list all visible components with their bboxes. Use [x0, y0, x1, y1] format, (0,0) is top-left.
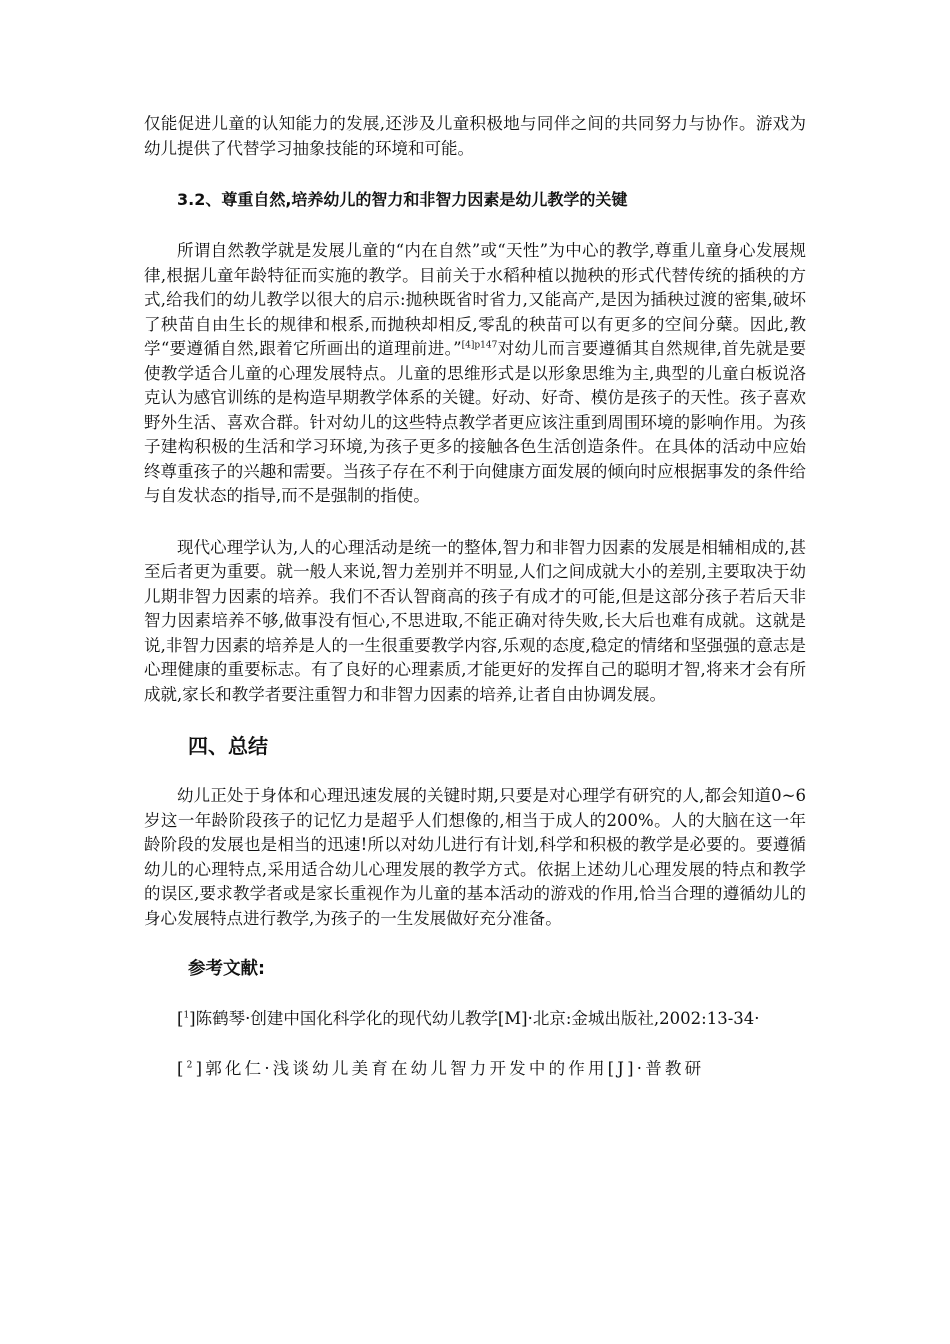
references-heading: 参考文献:: [188, 959, 265, 979]
section-3-2-paragraph-1: [144, 239, 806, 509]
reference-bracket: [: [177, 1009, 184, 1028]
intro-paragraph: 仅能促进儿童的认知能力的发展,还涉及儿童积极地与同伴之间的共同努力与协作。游戏为幼儿提供了代替学习抽象技能的环境和可能。: [144, 114, 806, 158]
reference-text: 陈鹤琴·创建中国化科学化的现代幼儿教学[M]·北京:金城出版社,2002:13-34·: [195, 1009, 760, 1028]
section-4-paragraph: 幼儿正处于身体和心理迅速发展的关键时期,只要是对心理学有研究的人,都会知道0~6岁这一年龄阶段孩子的记忆力是超乎人们想像的,相当于成人的200%。人的大脑在这一年龄阶段的发展也是相当的迅速!所以对幼儿进行有计划,科学和积极的教学是必要的。要遵循幼儿的心理特点,采用适合幼儿心理发展的教学方式。依据上述幼儿心理发展的特点和教学的误区,要求教学者或是家长重视作为儿童的基本活动的游戏的作用,恰当合理的遵循幼儿的身心发展特点进行教学,为孩子的一生发展做好充分准备。: [144, 786, 806, 928]
reference-text: 郭化仁·浅谈幼儿美育在幼儿智力开发中的作用[J]·普教研: [205, 1059, 705, 1078]
paragraph-text: 所谓自然教学就是发展儿童的“内在自然”或“天性”为中心的教学,尊重儿童身心发展规律,根据儿童年龄特征而实施的教学。目前关于水稻种植以抛秧的形式代替传统的插秧的方式,给我们的幼儿教学以很大的启示:抛秧既省时省力,又能高产,是因为插秧过渡的密集,破坏了秧苗自由生长的规律和根系,而抛秧却相反,零乱的秧苗可以有更多的空间分蘖。因此,教学“要遵循自然,跟着它所画出的道理前进。”: [144, 241, 806, 358]
reference-bracket: ]: [189, 1009, 196, 1028]
reference-bracket: ]: [195, 1059, 206, 1078]
section-4-heading: 四、总结: [188, 734, 268, 758]
reference-item-1: [144, 1006, 806, 1031]
section-3-2-heading: 3.2、尊重自然,培养幼儿的智力和非智力因素是幼儿教学的关键: [177, 190, 628, 209]
document-page: [144, 112, 806, 1081]
section-3-2-paragraph-2: 现代心理学认为,人的心理活动是统一的整体,智力和非智力因素的发展是相辅相成的,甚至后者更为重要。就一般人来说,智力差别并不明显,人们之间成就大小的差别,主要取决于幼儿期非智力因素的培养。我们不否认智商高的孩子有成才的可能,但是这部分孩子若后天非智力因素培养不够,做事没有恒心,不思进取,不能正确对待失败,长大后也难有成就。这就是说,非智力因素的培养是人的一生很重要教学内容,乐观的态度,稳定的情绪和坚强强的意志是心理健康的重要标志。有了良好的心理素质,才能更好的发挥自己的聪明才智,将来才会有所成就,家长和教学者要注重智力和非智力因素的培养,让者自由协调发展。: [144, 537, 806, 704]
reference-number: 2: [186, 1060, 196, 1071]
reference-item-2: [144, 1056, 806, 1081]
paragraph-text: 对幼儿而言要遵循其自然规律,首先就是要使教学适合儿童的心理发展特点。儿童的思维形式是以形象思维为主,典型的儿童白板说洛克认为感官训练的是构造早期教学体系的关键。好动、好奇、模仿是孩子的天性。孩子喜欢野外生活、喜欢合群。针对幼儿的这些特点教学者更应该注重到周围环境的影响作用。为孩子建构积极的生活和学习环境,为孩子更多的接触各色生活创造条件。在具体的活动中应始终尊重孩子的兴趣和需要。当孩子存在不利于向健康方面发展的倾向时应根据事发的条件给与自发状态的指导,而不是强制的指使。: [144, 339, 806, 505]
citation-superscript: [4]p147: [461, 340, 498, 351]
reference-number: 1: [183, 1010, 190, 1021]
reference-bracket: [: [177, 1059, 187, 1078]
